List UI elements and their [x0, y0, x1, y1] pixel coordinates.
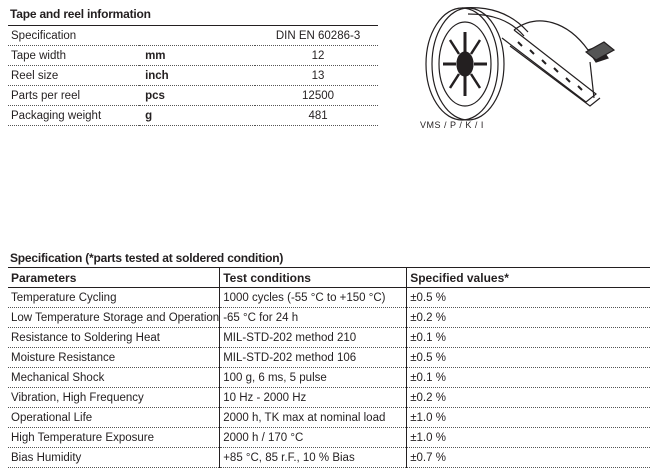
spec-row-condition: 10 Hz - 2000 Hz — [220, 388, 407, 408]
spec-row-value: ±0.1 % — [407, 328, 650, 348]
tape-row-unit: pcs — [139, 86, 255, 106]
tape-reel-title: Tape and reel information — [10, 7, 151, 21]
spec-row — [8, 388, 650, 408]
spec-row-value: ±0.5 % — [407, 348, 650, 368]
spec-row-value: ±1.0 % — [407, 408, 650, 428]
spec-row — [8, 408, 650, 428]
spec-row — [8, 348, 650, 368]
spec-row-condition: 2000 h / 170 °C — [220, 428, 407, 448]
spec-row-parameter: Vibration, High Frequency — [8, 388, 220, 408]
spec-row-value: ±0.1 % — [407, 368, 650, 388]
tape-row-value: 12500 — [255, 86, 378, 106]
header-parameters: Parameters — [8, 268, 220, 288]
spec-row-condition: 2000 h, TK max at nominal load — [220, 408, 407, 428]
tape-row-unit: inch — [139, 66, 255, 86]
spec-row-condition: 1000 cycles (-55 °C to +150 °C) — [220, 288, 407, 308]
spec-header-row — [8, 268, 650, 288]
spec-row-condition: +85 °C, 85 r.F., 10 % Bias — [220, 448, 407, 468]
tape-row — [8, 26, 378, 46]
tape-row — [8, 86, 378, 106]
tape-row-value: DIN EN 60286-3 — [255, 26, 378, 46]
tape-row-value: 12 — [255, 46, 378, 66]
spec-row-parameter: Bias Humidity — [8, 448, 220, 468]
tape-row-label: Reel size — [8, 66, 139, 86]
tape-row-label: Tape width — [8, 46, 139, 66]
spec-row-parameter: Operational Life — [8, 408, 220, 428]
spec-row-parameter: Resistance to Soldering Heat — [8, 328, 220, 348]
spec-row — [8, 448, 650, 468]
spec-row-parameter: High Temperature Exposure — [8, 428, 220, 448]
spec-row — [8, 328, 650, 348]
spec-row-parameter: Temperature Cycling — [8, 288, 220, 308]
header-test-conditions: Test conditions — [220, 268, 407, 288]
tape-row — [8, 106, 378, 126]
spec-row-condition: MIL-STD-202 method 210 — [220, 328, 407, 348]
tape-row-value: 481 — [255, 106, 378, 126]
tape-reel-illustration — [418, 2, 628, 134]
spec-row-parameter: Low Temperature Storage and Operation — [8, 308, 220, 328]
spec-row — [8, 288, 650, 308]
spec-row — [8, 368, 650, 388]
tape-reel-table — [8, 25, 378, 126]
spec-row-value: ±0.2 % — [407, 308, 650, 328]
spec-row — [8, 428, 650, 448]
spec-row-parameter: Moisture Resistance — [8, 348, 220, 368]
spec-row — [8, 308, 650, 328]
spec-title: Specification (*parts tested at soldered condition) — [10, 251, 284, 265]
tape-row-label: Packaging weight — [8, 106, 139, 126]
tape-row-unit — [139, 26, 255, 46]
header-specified-values: Specified values* — [407, 268, 650, 288]
spec-row-value: ±1.0 % — [407, 428, 650, 448]
spec-row-value: ±0.7 % — [407, 448, 650, 468]
tape-row-unit: mm — [139, 46, 255, 66]
spec-row-value: ±0.2 % — [407, 388, 650, 408]
tape-row-label: Parts per reel — [8, 86, 139, 106]
tape-row-unit: g — [139, 106, 255, 126]
spec-row-value: ±0.5 % — [407, 288, 650, 308]
tape-row-label: Specification — [8, 26, 139, 46]
spec-row-parameter: Mechanical Shock — [8, 368, 220, 388]
tape-row — [8, 46, 378, 66]
tape-row — [8, 66, 378, 86]
tape-row-value: 13 — [255, 66, 378, 86]
spec-row-condition: MIL-STD-202 method 106 — [220, 348, 407, 368]
spec-row-condition: 100 g, 6 ms, 5 pulse — [220, 368, 407, 388]
reel-caption: VMS / P / K / I — [420, 120, 484, 130]
spec-table — [8, 267, 650, 468]
spec-row-condition: -65 °C for 24 h — [220, 308, 407, 328]
